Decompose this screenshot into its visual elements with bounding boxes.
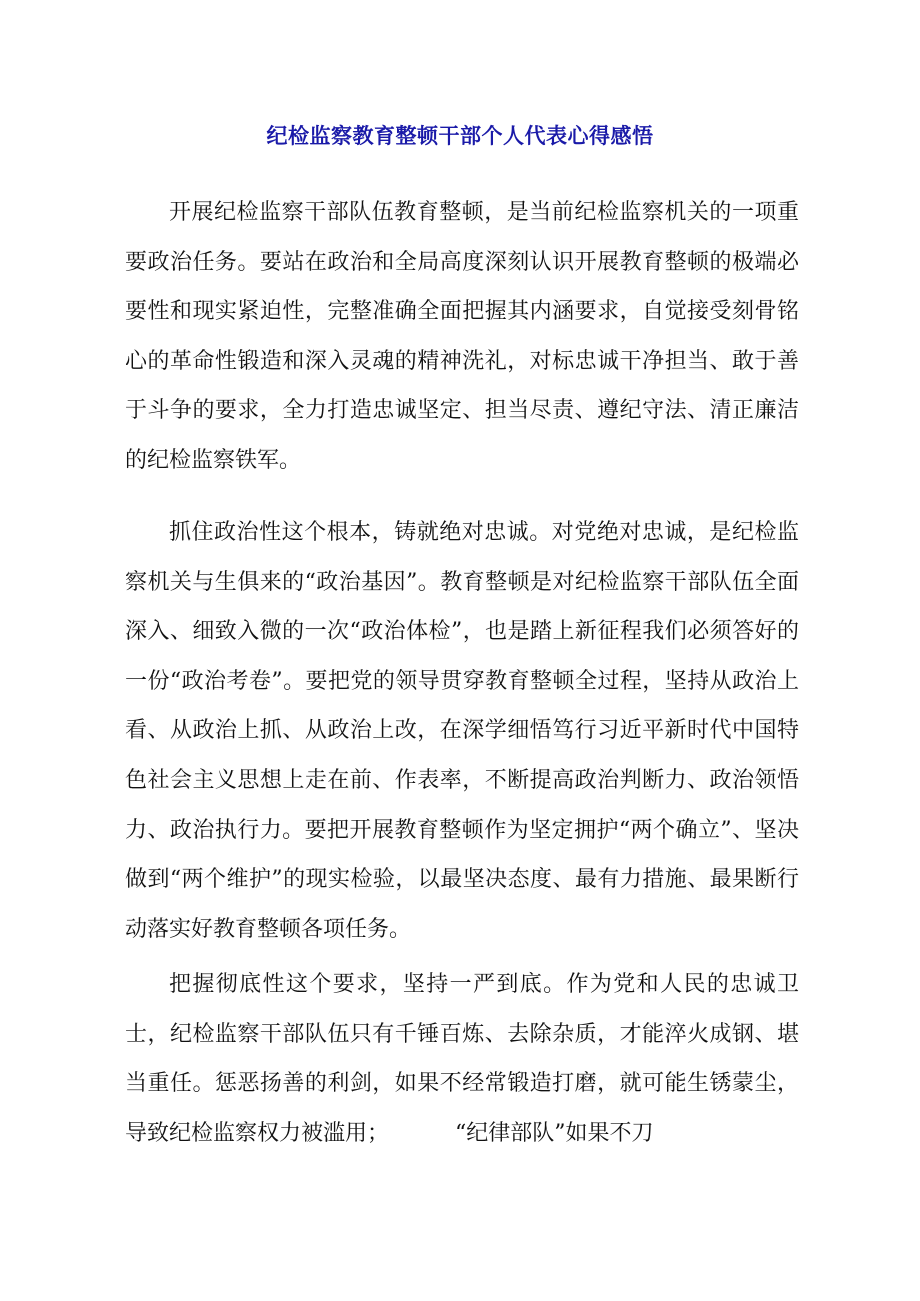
paragraph-1: 开展纪检监察干部队伍教育整顿，是当前纪检监察机关的一项重要政治任务。要站在政治和全局高度深刻认识开展教育整顿的极端必要性和现实紧迫性，完整准确全面把握其内涵要求，自觉接受刻骨铭心的革命性锻造和深入灵魂的精神洗礼，对标忠诚干净担当、敢于善于斗争的要求，全力打造忠诚坚定、担当尽责、遵纪守法、清正廉洁的纪检监察铁军。	[125, 200, 799, 473]
document-title: 纪检监察教育整顿干部个人代表心得感悟	[266, 124, 654, 148]
paragraph-3-text-end: “纪律部队”如果不刀	[455, 1120, 654, 1146]
paragraph-3-text-start: 把握彻底性这个要求，坚持一严到底。作为党和人民的忠诚卫士，纪检监察干部队伍只有千锤百炼、去除杂质，才能淬火成钢、堪当重任。惩恶扬善的利剑，如果不经常锻造打磨，就可能生锈蒙尘，导致纪检监察权力被滥用；	[125, 972, 799, 1146]
paragraph-3	[125, 960, 799, 1158]
paragraph-2: 抓住政治性这个根本，铸就绝对忠诚。对党绝对忠诚，是纪检监察机关与生俱来的“政治基因”。教育整顿是对纪检监察干部队伍全面深入、细致入微的一次“政治体检”，也是踏上新征程我们必须答好的一份“政治考卷”。要把党的领导贯穿教育整顿全过程，坚持从政治上看、从政治上抓、从政治上改，在深学细悟笃行习近平新时代中国特色社会主义思想上走在前、作表率，不断提高政治判断力、政治领悟力、政治执行力。要把开展教育整顿作为坚定拥护“两个确立”、坚决做到“两个维护”的现实检验，以最坚决态度、最有力措施、最果断行动落实好教育整顿各项任务。	[125, 520, 799, 942]
